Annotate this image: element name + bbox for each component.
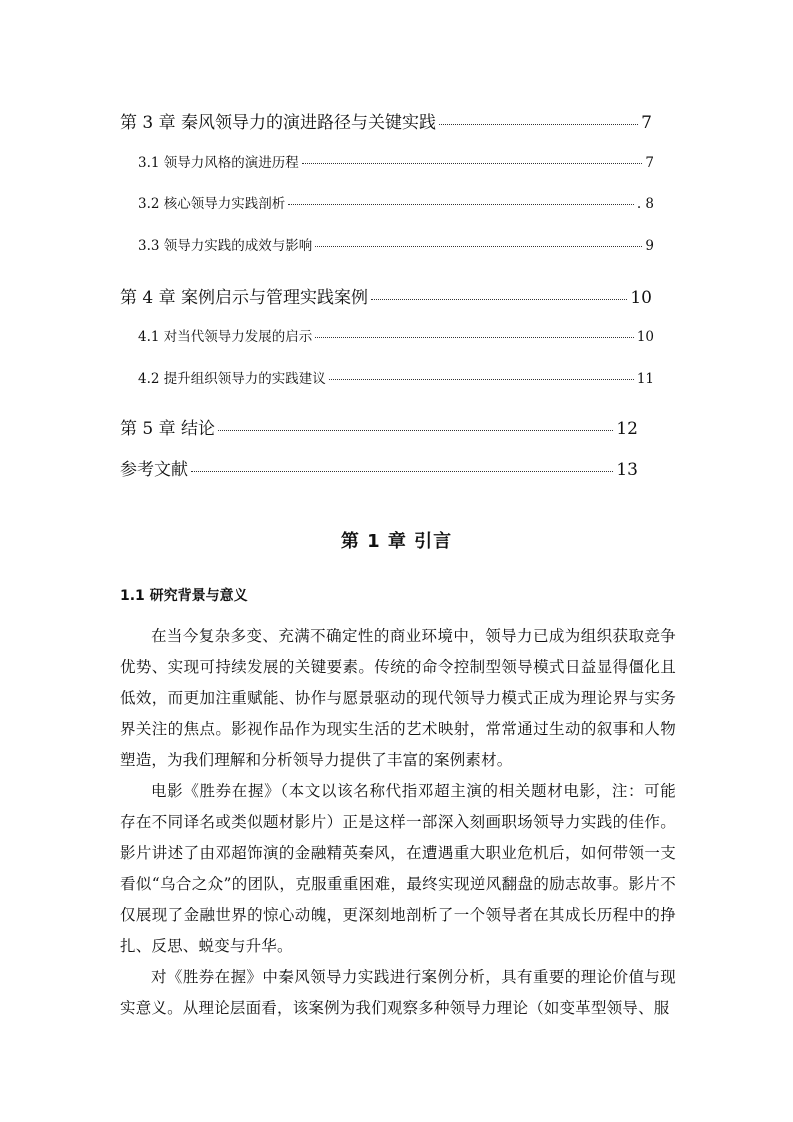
toc-leader-dots <box>302 163 643 164</box>
toc-leader-dots <box>315 337 634 338</box>
toc-entry-title: 第 4 章 案例启示与管理实践案例 <box>120 288 369 308</box>
body-paragraph: 对《胜券在握》中秦风领导力实践进行案例分析，具有重要的理论价值与现实意义。从理论层面看，该案例为我们观察多种领导力理论（如变革型领导、服 <box>120 968 676 1017</box>
toc-entry-title: 4.1 对当代领导力发展的启示 <box>138 329 313 345</box>
toc-entry-page: 7 <box>645 155 654 171</box>
toc-entry-title: 第 3 章 秦风领导力的演进路径与关键实践 <box>120 113 437 133</box>
toc-leader-dots <box>288 204 634 205</box>
toc-entry-page: 12 <box>616 419 638 439</box>
toc-leader-dots <box>371 299 627 300</box>
toc-entry-title: 3.3 领导力实践的成效与影响 <box>138 238 313 254</box>
toc-entry-page: 11 <box>636 371 654 387</box>
toc-entry-page: 7 <box>641 113 652 133</box>
toc-entry[interactable] <box>120 108 652 133</box>
toc-entry[interactable] <box>120 414 638 439</box>
toc-leader-dots <box>439 124 638 125</box>
toc-entry-title: 第 5 章 结论 <box>120 419 216 439</box>
toc-leader-dots <box>315 246 642 247</box>
body-paragraph: 在当今复杂多变、充满不确定性的商业环境中，领导力已成为组织获取竞争优势、实现可持续发展的关键要素。传统的命令控制型领导模式日益显得僵化且低效，而更加注重赋能、协作与愿景驱动的现代领导力模式正成为理论界与实务界关注的焦点。影视作品作为现实生活的艺术映射，常常通过生动的叙事和人物塑造，为我们理解和分析领导力提供了丰富的案例素材。 <box>120 627 676 769</box>
toc-entry[interactable] <box>120 283 652 308</box>
section-title: 1.1 研究背景与意义 <box>120 588 248 604</box>
chapter-title: 第 1 章 引言 <box>340 531 453 552</box>
toc-entry[interactable] <box>138 325 654 345</box>
toc-entry[interactable] <box>138 192 654 212</box>
toc-entry-page: 13 <box>616 460 638 480</box>
toc-entry-page: 9 <box>645 238 654 254</box>
toc-leader-dots <box>191 471 613 472</box>
toc-entry-page: . 8 <box>636 196 654 212</box>
toc-entry[interactable] <box>138 234 654 254</box>
body-paragraph: 电影《胜券在握》（本文以该名称代指邓超主演的相关题材电影，注：可能存在不同译名或类似题材影片）正是这样一部深入刻画职场领导力实践的佳作。影片讲述了由邓超饰演的金融精英秦风，在遭遇重大职业危机后，如何带领一支看似“乌合之众”的团队，克服重重困难，最终实现逆风翻盘的励志故事。影片不仅展现了金融世界的惊心动魄，更深刻地剖析了一个领导者在其成长历程中的挣扎、反思、蜕变与升华。 <box>120 782 676 955</box>
toc-entry-title: 3.2 核心领导力实践剖析 <box>138 196 286 212</box>
toc-entry-title: 4.2 提升组织领导力的实践建议 <box>138 371 326 387</box>
toc-entry-page: 10 <box>636 329 654 345</box>
toc-leader-dots <box>329 379 634 380</box>
toc-entry[interactable] <box>138 367 654 387</box>
toc-entry-page: 10 <box>630 288 652 308</box>
toc-entry-title: 3.1 领导力风格的演进历程 <box>138 155 299 171</box>
toc-entry-title: 参考文献 <box>120 460 188 480</box>
toc-leader-dots <box>218 430 613 431</box>
toc-entry[interactable] <box>138 151 654 171</box>
toc-entry[interactable] <box>120 455 638 480</box>
